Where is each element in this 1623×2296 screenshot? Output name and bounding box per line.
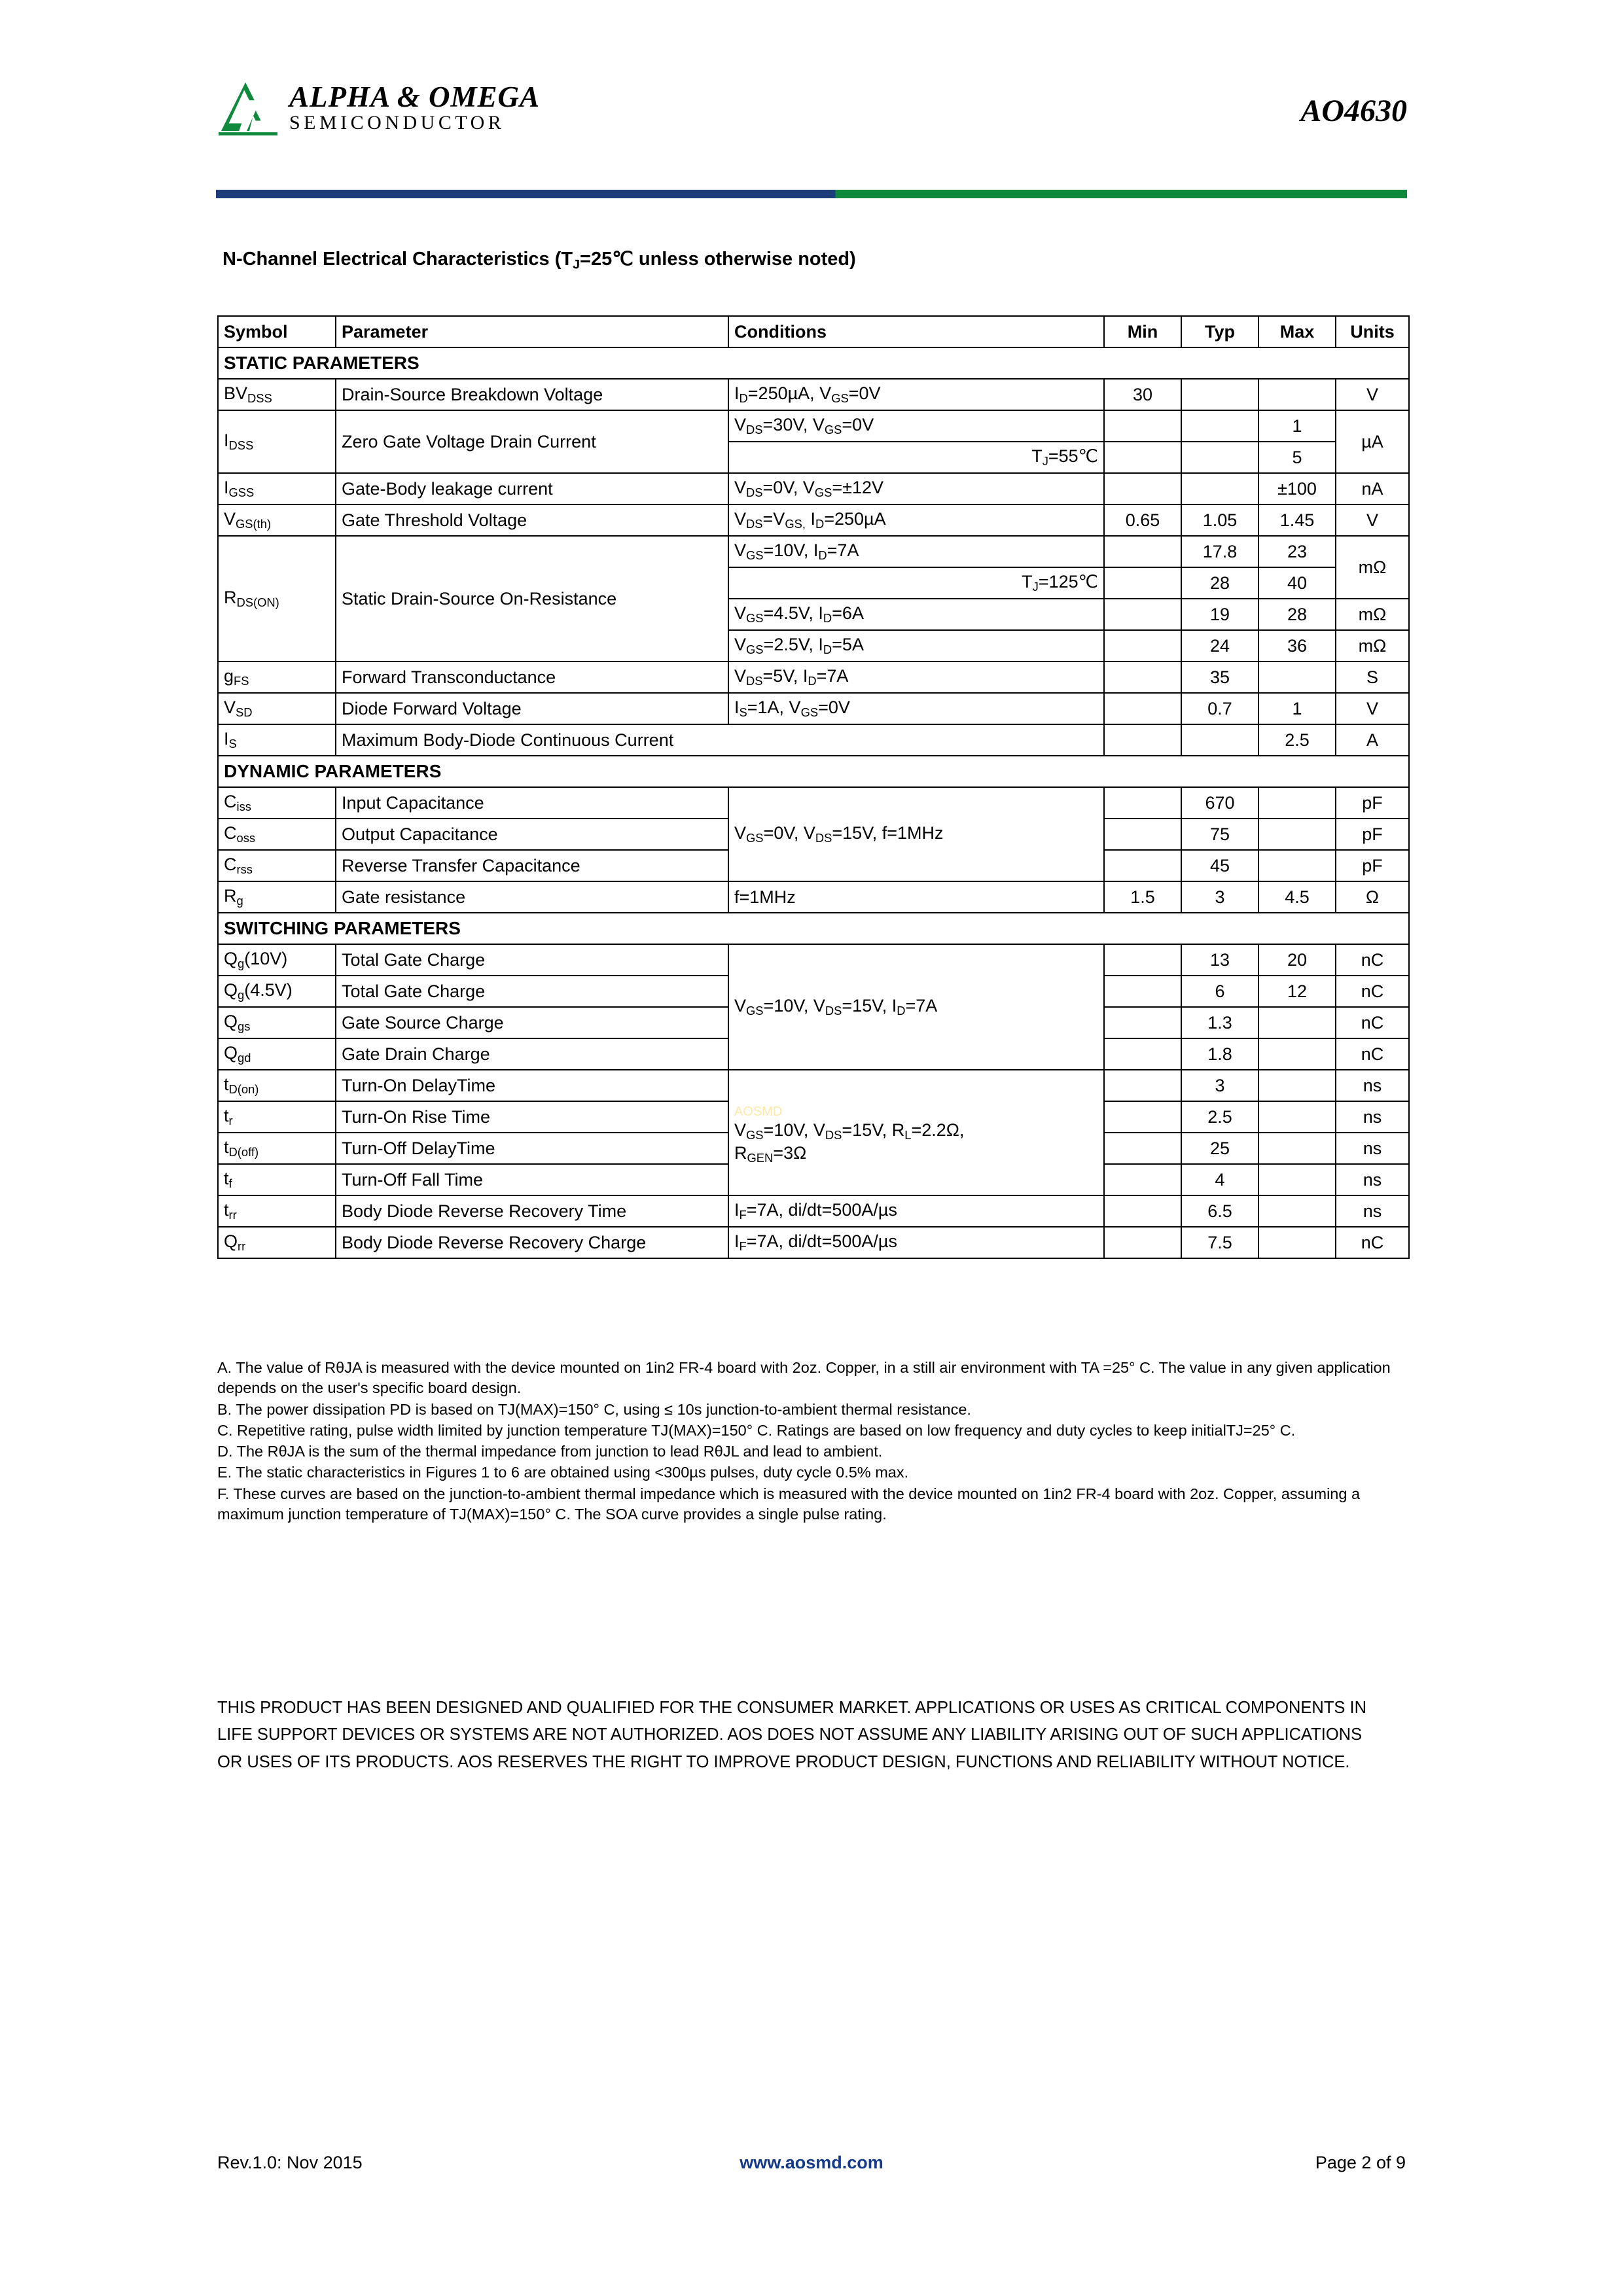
param-idss: Zero Gate Voltage Drain Current xyxy=(336,410,728,473)
group-label-static: STATIC PARAMETERS xyxy=(218,347,1409,379)
max-rds2: 40 xyxy=(1258,567,1336,599)
typ-qg10: 13 xyxy=(1181,944,1258,976)
typ-vsd: 0.7 xyxy=(1181,693,1258,724)
symbol-ciss: $C_{iss}$ xyxy=(218,787,336,819)
max-qg10: 20 xyxy=(1258,944,1336,976)
symbol-crss: $C_{rss}$ xyxy=(218,850,336,881)
page-title xyxy=(223,247,856,273)
table-row xyxy=(218,379,1409,410)
typ-rds2: 28 xyxy=(1181,567,1258,599)
min-tf xyxy=(1104,1164,1181,1195)
cond-idss2-temp: $T_J=55℃$ xyxy=(940,442,1104,473)
param-vgsth: Gate Threshold Voltage xyxy=(336,504,728,536)
max-crss xyxy=(1258,850,1336,881)
table-row xyxy=(218,473,1409,504)
unit-bvdss: V xyxy=(1336,379,1409,410)
min-idss1 xyxy=(1104,410,1181,442)
min-tr xyxy=(1104,1101,1181,1133)
symbol-tdoff: $t_{D(off)}$ xyxy=(218,1133,336,1164)
max-trr xyxy=(1258,1195,1336,1227)
unit-idss: µA xyxy=(1336,410,1409,473)
cond-rds2-temp: $T_J=125℃$ xyxy=(940,567,1104,599)
cond-gfs: $V_{DS}=5V$, $I_D=7A$ xyxy=(728,662,1104,693)
min-idss2 xyxy=(1104,442,1181,473)
symbol-qrr: $Q_{rr}$ xyxy=(218,1227,336,1258)
unit-gfs: S xyxy=(1336,662,1409,693)
typ-tdon: 3 xyxy=(1181,1070,1258,1101)
max-rds3: 28 xyxy=(1258,599,1336,630)
typ-qgd: 1.8 xyxy=(1181,1038,1258,1070)
min-tdon xyxy=(1104,1070,1181,1101)
typ-rg: 3 xyxy=(1181,881,1258,913)
param-tdoff: Turn-Off DelayTime xyxy=(336,1133,728,1164)
max-rds1: 23 xyxy=(1258,536,1336,567)
table-row xyxy=(218,536,1409,567)
typ-idss1 xyxy=(1181,410,1258,442)
unit-vgsth: V xyxy=(1336,504,1409,536)
col-symbol: Symbol xyxy=(218,316,336,347)
max-tdon xyxy=(1258,1070,1336,1101)
param-vsd: Diode Forward Voltage xyxy=(336,693,728,724)
typ-crss: 45 xyxy=(1181,850,1258,881)
electrical-characteristics-table xyxy=(217,315,1410,1259)
min-rds3 xyxy=(1104,599,1181,630)
max-vsd: 1 xyxy=(1258,693,1336,724)
unit-qrr: nC xyxy=(1336,1227,1409,1258)
table-group-switching xyxy=(218,913,1409,944)
param-is: Maximum Body-Diode Continuous Current xyxy=(336,724,1104,756)
min-rds2 xyxy=(1104,567,1181,599)
param-bvdss: Drain-Source Breakdown Voltage xyxy=(336,379,728,410)
table-row xyxy=(218,662,1409,693)
max-tr xyxy=(1258,1101,1336,1133)
cond-rds3: $V_{GS}=4.5V$, $I_D=6A$ xyxy=(728,599,1104,630)
group-label-switching: SWITCHING PARAMETERS xyxy=(218,913,1409,944)
max-tdoff xyxy=(1258,1133,1336,1164)
min-qg45 xyxy=(1104,976,1181,1007)
unit-rds1: mΩ xyxy=(1336,536,1409,599)
company-name: ALPHA & OMEGA xyxy=(289,80,541,113)
col-typ: Typ xyxy=(1181,316,1258,347)
min-is xyxy=(1104,724,1181,756)
unit-tdoff: ns xyxy=(1336,1133,1409,1164)
cond-rds2-blank xyxy=(728,567,940,599)
typ-is xyxy=(1181,724,1258,756)
table-row xyxy=(218,410,1409,442)
min-crss xyxy=(1104,850,1181,881)
page-header xyxy=(216,79,1407,150)
max-tf xyxy=(1258,1164,1336,1195)
param-qrr: Body Diode Reverse Recovery Charge xyxy=(336,1227,728,1258)
cond-cap: $V_{GS}=0V$, $V_{DS}=15V$, f=1MHz xyxy=(728,787,1104,881)
website-link[interactable]: www.aosmd.com xyxy=(740,2153,883,2172)
param-qgs: Gate Source Charge xyxy=(336,1007,728,1038)
cond-rds4: $V_{GS}=2.5V$, $I_D=5A$ xyxy=(728,630,1104,662)
typ-qg45: 6 xyxy=(1181,976,1258,1007)
typ-rds3: 19 xyxy=(1181,599,1258,630)
cond-rg: f=1MHz xyxy=(728,881,1104,913)
unit-rds3: mΩ xyxy=(1336,599,1409,630)
cond-switching: AOSMD $V_{GS}=10V$, $V_{DS}=15V$, $R_L=2.2\Omega$, $R_{GEN}=3\Omega$ xyxy=(728,1070,1104,1195)
cond-vgsth: $V_{DS}=V_{GS,}$ $I_D=250\mu A$ xyxy=(728,504,1104,536)
col-conditions: Conditions xyxy=(728,316,1104,347)
unit-qgd: nC xyxy=(1336,1038,1409,1070)
cond-charge: $V_{GS}=10V$, $V_{DS}=15V$, $I_D=7A$ xyxy=(728,944,1104,1070)
param-coss: Output Capacitance xyxy=(336,819,728,850)
unit-trr: ns xyxy=(1336,1195,1409,1227)
part-number: AO4630 xyxy=(1300,94,1407,128)
max-gfs xyxy=(1258,662,1336,693)
typ-igss xyxy=(1181,473,1258,504)
unit-tf: ns xyxy=(1336,1164,1409,1195)
max-qgd xyxy=(1258,1038,1336,1070)
table-row xyxy=(218,1227,1409,1258)
param-crss: Reverse Transfer Capacitance xyxy=(336,850,728,881)
unit-coss: pF xyxy=(1336,819,1409,850)
cond-vsd: $I_S=1A$, $V_{GS}=0V$ xyxy=(728,693,1104,724)
unit-qg10: nC xyxy=(1336,944,1409,976)
page-title-part-a: N-Channel Electrical Characteristics (T xyxy=(223,249,573,270)
typ-tr: 2.5 xyxy=(1181,1101,1258,1133)
typ-rds4: 24 xyxy=(1181,630,1258,662)
param-trr: Body Diode Reverse Recovery Time xyxy=(336,1195,728,1227)
typ-ciss: 670 xyxy=(1181,787,1258,819)
symbol-vsd: $V_{SD}$ xyxy=(218,693,336,724)
param-gfs: Forward Transconductance xyxy=(336,662,728,693)
col-max: Max xyxy=(1258,316,1336,347)
min-ciss xyxy=(1104,787,1181,819)
page-number: Page 2 of 9 xyxy=(1315,2153,1406,2172)
typ-qrr: 7.5 xyxy=(1181,1227,1258,1258)
table-group-dynamic xyxy=(218,756,1409,787)
revision-text: Rev.1.0: Nov 2015 xyxy=(217,2153,363,2172)
min-rds4 xyxy=(1104,630,1181,662)
typ-tf: 4 xyxy=(1181,1164,1258,1195)
symbol-tf: $t_f$ xyxy=(218,1164,336,1195)
symbol-qg45: $Q_g(4.5V)$ xyxy=(218,976,336,1007)
min-rds1 xyxy=(1104,536,1181,567)
cond-trr: $I_F=7A$, di/dt=500A/µs xyxy=(728,1195,1104,1227)
max-bvdss xyxy=(1258,379,1336,410)
typ-vgsth: 1.05 xyxy=(1181,504,1258,536)
min-qrr xyxy=(1104,1227,1181,1258)
min-qgd xyxy=(1104,1038,1181,1070)
min-tdoff xyxy=(1104,1133,1181,1164)
col-parameter: Parameter xyxy=(336,316,728,347)
table-row xyxy=(218,1195,1409,1227)
min-coss xyxy=(1104,819,1181,850)
footnote-b: B. The power dissipation PD is based on TJ(MAX)=150° C, using ≤ 10s junction-to-ambient thermal resistance. xyxy=(217,1400,971,1418)
param-qgd: Gate Drain Charge xyxy=(336,1038,728,1070)
param-tf: Turn-Off Fall Time xyxy=(336,1164,728,1195)
unit-tdon: ns xyxy=(1336,1070,1409,1101)
table-row xyxy=(218,724,1409,756)
typ-bvdss xyxy=(1181,379,1258,410)
table-row xyxy=(218,881,1409,913)
max-ciss xyxy=(1258,787,1336,819)
max-qrr xyxy=(1258,1227,1336,1258)
symbol-idss: $I_{DSS}$ xyxy=(218,410,336,473)
table-row xyxy=(218,504,1409,536)
product-disclaimer: THIS PRODUCT HAS BEEN DESIGNED AND QUALIFIED FOR THE CONSUMER MARKET. APPLICATIONS OR USES AS CRITICAL COMPONENTS IN LIFE SUPPORT DEVICES OR SYSTEMS ARE NOT AUTHORIZED. AOS DOES NOT ASSUME ANY LIABILITY ARISING OUT OF SUCH APPLICATIONS OR USES OF ITS PRODUCTS. AOS RESERVES THE RIGHT TO IMPROVE PRODUCT DESIGN, FUNCTIONS AND RELIABILITY WITHOUT NOTICE. xyxy=(217,1699,1367,1771)
typ-tdoff: 25 xyxy=(1181,1133,1258,1164)
symbol-tdon: $t_{D(on)}$ xyxy=(218,1070,336,1101)
min-trr xyxy=(1104,1195,1181,1227)
param-qg45: Total Gate Charge xyxy=(336,976,728,1007)
param-qg10: Total Gate Charge xyxy=(336,944,728,976)
footnote-e: E. The static characteristics in Figures 1 to 6 are obtained using <300µs pulses, duty cycle 0.5% max. xyxy=(217,1464,909,1481)
param-tr: Turn-On Rise Time xyxy=(336,1101,728,1133)
symbol-qg10: $Q_g(10V)$ xyxy=(218,944,336,976)
unit-is: A xyxy=(1336,724,1409,756)
min-gfs xyxy=(1104,662,1181,693)
table-row xyxy=(218,693,1409,724)
footnote-f: F. These curves are based on the junction-to-ambient thermal impedance which is measured with the device mounted on 1in2 FR-4 board with 2oz. Copper, assuming a maximum junction temperature of TJ(MAX)=150° C. The SOA curve provides a single pulse rating. xyxy=(217,1485,1361,1523)
watermark-text: AOSMD xyxy=(734,1104,783,1120)
group-label-dynamic: DYNAMIC PARAMETERS xyxy=(218,756,1409,787)
max-qg45: 12 xyxy=(1258,976,1336,1007)
min-rg: 1.5 xyxy=(1104,881,1181,913)
typ-gfs: 35 xyxy=(1181,662,1258,693)
symbol-rdson: $R_{DS(ON)}$ xyxy=(218,536,336,662)
table-row xyxy=(218,787,1409,819)
typ-coss: 75 xyxy=(1181,819,1258,850)
symbol-qgs: $Q_{gs}$ xyxy=(218,1007,336,1038)
cond-qrr: $I_F=7A$, di/dt=500A/µs xyxy=(728,1227,1104,1258)
table-row xyxy=(218,944,1409,976)
alpha-omega-logo-icon xyxy=(216,79,280,136)
unit-qgs: nC xyxy=(1336,1007,1409,1038)
header-divider xyxy=(216,190,1407,198)
page-title-part-c: =25℃ unless otherwise noted) xyxy=(580,249,856,270)
max-is: 2.5 xyxy=(1258,724,1336,756)
table-header-row xyxy=(218,316,1409,347)
max-igss: ±100 xyxy=(1258,473,1336,504)
table-row xyxy=(218,1070,1409,1101)
company-logo xyxy=(216,79,540,136)
page-title-sub: J xyxy=(573,257,580,272)
footnote-c: C. Repetitive rating, pulse width limited by junction temperature TJ(MAX)=150° C. Ratings are based on low frequency and duty cycles to keep initialTJ=25° C. xyxy=(217,1421,1296,1439)
cond-bvdss: $I_D=250\mu A$, $V_{GS}=0V$ xyxy=(728,379,1104,410)
symbol-trr: $t_{rr}$ xyxy=(218,1195,336,1227)
unit-tr: ns xyxy=(1336,1101,1409,1133)
symbol-igss: $I_{GSS}$ xyxy=(218,473,336,504)
symbol-rg: $R_g$ xyxy=(218,881,336,913)
symbol-gfs: $g_{FS}$ xyxy=(218,662,336,693)
min-qgs xyxy=(1104,1007,1181,1038)
footnotes xyxy=(217,1358,1415,1525)
min-vsd xyxy=(1104,693,1181,724)
symbol-bvdss: $BV_{DSS}$ xyxy=(218,379,336,410)
cond-idss: $V_{DS}=30V$, $V_{GS}=0V$ xyxy=(728,410,1104,442)
typ-idss2 xyxy=(1181,442,1258,473)
col-units: Units xyxy=(1336,316,1409,347)
unit-igss: nA xyxy=(1336,473,1409,504)
max-vgsth: 1.45 xyxy=(1258,504,1336,536)
min-vgsth: 0.65 xyxy=(1104,504,1181,536)
param-tdon: Turn-On DelayTime xyxy=(336,1070,728,1101)
param-ciss: Input Capacitance xyxy=(336,787,728,819)
max-coss xyxy=(1258,819,1336,850)
company-subtitle: SEMICONDUCTOR xyxy=(289,111,505,133)
cond-rds1: $V_{GS}=10V$, $I_D=7A$ xyxy=(728,536,1104,567)
param-rdson: Static Drain-Source On-Resistance xyxy=(336,536,728,662)
cond-idss2-blank xyxy=(728,442,940,473)
unit-ciss: pF xyxy=(1336,787,1409,819)
min-qg10 xyxy=(1104,944,1181,976)
cond-igss: $V_{DS}=0V$, $V_{GS}=\pm 12V$ xyxy=(728,473,1104,504)
typ-qgs: 1.3 xyxy=(1181,1007,1258,1038)
symbol-tr: $t_r$ xyxy=(218,1101,336,1133)
max-idss1: 1 xyxy=(1258,410,1336,442)
min-bvdss: 30 xyxy=(1104,379,1181,410)
symbol-is: $I_S$ xyxy=(218,724,336,756)
max-qgs xyxy=(1258,1007,1336,1038)
table-group-static xyxy=(218,347,1409,379)
unit-rg: Ω xyxy=(1336,881,1409,913)
unit-rds4: mΩ xyxy=(1336,630,1409,662)
unit-crss: pF xyxy=(1336,850,1409,881)
typ-trr: 6.5 xyxy=(1181,1195,1258,1227)
symbol-vgsth: $V_{GS(th)}$ xyxy=(218,504,336,536)
unit-qg45: nC xyxy=(1336,976,1409,1007)
col-min: Min xyxy=(1104,316,1181,347)
max-idss2: 5 xyxy=(1258,442,1336,473)
footnote-a: A. The value of RθJA is measured with the device mounted on 1in2 FR-4 board with 2oz. Copper, in a still air environment with TA =25° C. The value in any given application depends on the user's specific board design. xyxy=(217,1359,1391,1397)
param-igss: Gate-Body leakage current xyxy=(336,473,728,504)
param-rg: Gate resistance xyxy=(336,881,728,913)
min-igss xyxy=(1104,473,1181,504)
max-rg: 4.5 xyxy=(1258,881,1336,913)
symbol-qgd: $Q_{gd}$ xyxy=(218,1038,336,1070)
symbol-coss: $C_{oss}$ xyxy=(218,819,336,850)
max-rds4: 36 xyxy=(1258,630,1336,662)
typ-rds1: 17.8 xyxy=(1181,536,1258,567)
footnote-d: D. The RθJA is the sum of the thermal impedance from junction to lead RθJL and lead to ambient. xyxy=(217,1443,883,1460)
unit-vsd: V xyxy=(1336,693,1409,724)
